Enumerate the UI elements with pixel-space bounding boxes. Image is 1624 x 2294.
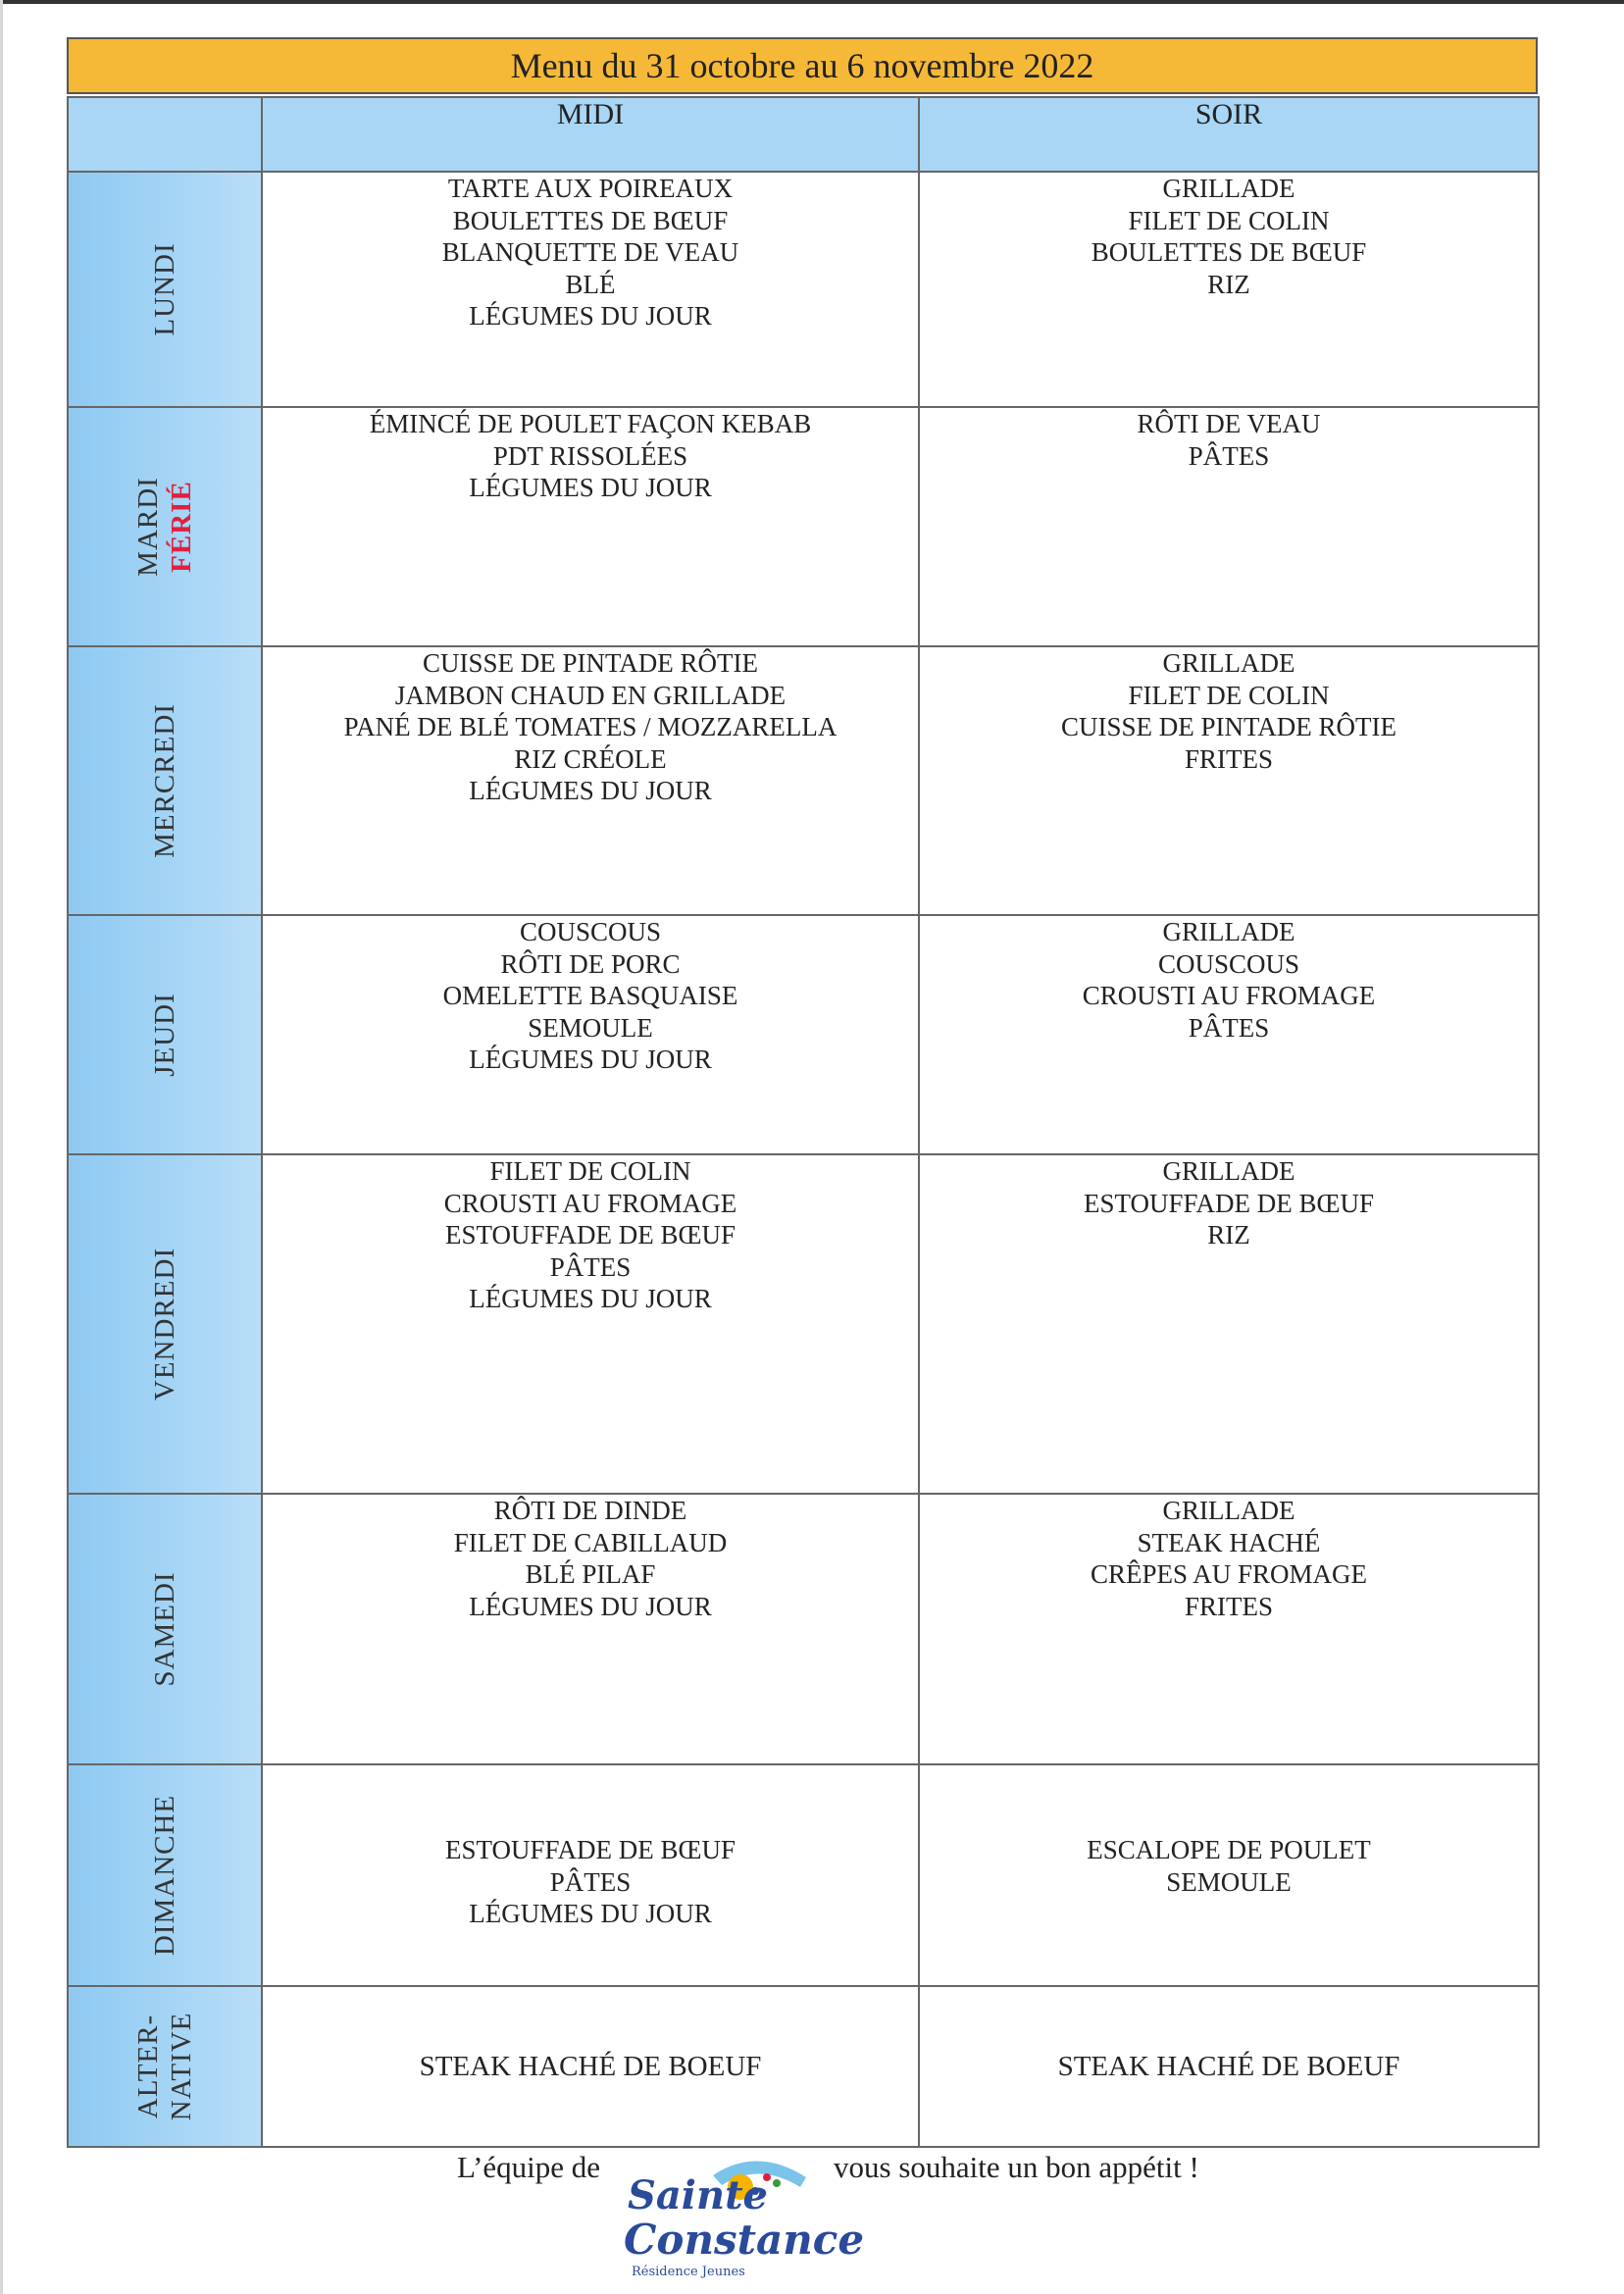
day-label: MARDI FÉRIÉ <box>132 477 197 577</box>
dish: ESTOUFFADE DE BŒUF <box>444 1220 736 1249</box>
dish: STEAK HACHÉ DE BOEUF <box>419 2050 762 2082</box>
dish: PÂTES <box>1188 1012 1270 1043</box>
dish: FILET DE COLIN <box>1128 680 1330 710</box>
dish: FILET DE COLIN <box>1128 205 1330 235</box>
dish: RIZ <box>1207 269 1250 299</box>
dish: CROUSTI AU FROMAGE <box>443 1188 737 1218</box>
dish: SEMOULE <box>528 1012 653 1043</box>
dish: STEAK HACHÉ <box>1137 1527 1321 1557</box>
menu-sheet <box>67 37 1538 2148</box>
dish: CROUSTI AU FROMAGE <box>1082 981 1376 1010</box>
day-row-lundi <box>68 172 1539 407</box>
column-header-midi: MIDI <box>262 97 919 172</box>
day-label: DIMANCHE <box>149 1794 180 1957</box>
day-cell <box>68 407 262 646</box>
dish: PANÉ DE BLÉ TOMATES / MOZZARELLA <box>343 712 837 741</box>
column-header-soir: SOIR <box>919 97 1539 172</box>
midi-cell <box>262 1494 919 1764</box>
dish: LÉGUMES DU JOUR <box>469 301 712 331</box>
day-label: LUNDI <box>149 242 180 336</box>
day-label: JEUDI <box>149 993 180 1077</box>
day-row-mardi <box>68 407 1539 646</box>
scan-left-edge <box>0 0 3 2294</box>
dish: FRITES <box>1184 743 1274 774</box>
dish: ESTOUFFADE DE BŒUF <box>444 1835 736 1864</box>
dish: PÂTES <box>549 1866 632 1897</box>
soir-cell <box>919 1764 1539 1986</box>
midi-cell <box>262 407 919 646</box>
menu-table <box>67 96 1540 2148</box>
day-row-dimanche <box>68 1764 1539 1986</box>
alternative-row <box>68 1986 1539 2147</box>
dish: FRITES <box>1184 1591 1274 1621</box>
dish: LÉGUMES DU JOUR <box>469 473 712 502</box>
soir-cell <box>919 915 1539 1154</box>
dish: LÉGUMES DU JOUR <box>469 1045 712 1074</box>
day-cell <box>68 646 262 915</box>
dish: BOULETTES DE BŒUF <box>1091 237 1367 267</box>
dish: BLÉ <box>565 269 616 299</box>
dish: LÉGUMES DU JOUR <box>469 1284 712 1313</box>
midi-cell <box>262 172 919 407</box>
dish: RÔTI DE PORC <box>500 948 681 979</box>
day-cell <box>68 172 262 407</box>
dish: LÉGUMES DU JOUR <box>469 776 712 805</box>
dish: ESTOUFFADE DE BŒUF <box>1083 1188 1375 1218</box>
dish: FILET DE CABILLAUD <box>453 1527 728 1557</box>
dish: STEAK HACHÉ DE BOEUF <box>1057 2050 1400 2082</box>
logo-line-1: Sainte <box>628 2172 769 2218</box>
dish: RÔTI DE DINDE <box>493 1496 687 1525</box>
soir-cell <box>919 646 1539 915</box>
day-row-mercredi <box>68 646 1539 915</box>
midi-cell <box>262 1764 919 1986</box>
dish: PÂTES <box>1188 440 1270 471</box>
dish: CUISSE DE PINTADE RÔTIE <box>422 648 759 678</box>
dish: COUSCOUS <box>519 917 662 946</box>
footer-text-after: vous souhaite un bon appétit ! <box>834 2150 1199 2184</box>
dish: LÉGUMES DU JOUR <box>469 1899 712 1928</box>
day-row-samedi <box>68 1494 1539 1764</box>
dish: CRÊPES AU FROMAGE <box>1090 1559 1368 1589</box>
midi-cell <box>262 1154 919 1494</box>
day-label: SAMEDI <box>149 1571 180 1687</box>
day-row-vendredi <box>68 1154 1539 1494</box>
day-label: VENDREDI <box>149 1247 180 1402</box>
dish: RÔTI DE VEAU <box>1137 409 1321 438</box>
sainte-constance-logo <box>620 2148 865 2285</box>
dish: RIZ CRÉOLE <box>514 743 667 774</box>
scan-top-edge <box>0 0 1624 4</box>
dish: BLANQUETTE DE VEAU <box>441 237 739 267</box>
soir-cell <box>919 1154 1539 1494</box>
dish: LÉGUMES DU JOUR <box>469 1591 712 1621</box>
dish: PDT RISSOLÉES <box>492 440 688 471</box>
menu-title: Menu du 31 octobre au 6 novembre 2022 <box>67 37 1538 94</box>
dish: PÂTES <box>549 1251 632 1282</box>
dish: GRILLADE <box>1162 1156 1295 1186</box>
header-row <box>68 97 1539 172</box>
midi-cell <box>262 1986 919 2147</box>
day-cell <box>68 1154 262 1494</box>
dish: ÉMINCÉ DE POULET FAÇON KEBAB <box>369 409 812 438</box>
footer-text-before: L’équipe de <box>457 2150 601 2184</box>
footer <box>0 2148 1624 2285</box>
midi-cell <box>262 646 919 915</box>
logo-person-icon <box>773 2179 781 2187</box>
day-cell <box>68 1986 262 2147</box>
dish: GRILLADE <box>1162 1496 1295 1525</box>
dish: BOULETTES DE BŒUF <box>452 205 729 235</box>
logo-line-2: Constance <box>624 2216 865 2264</box>
dish: GRILLADE <box>1162 917 1295 946</box>
dish: TARTE AUX POIREAUX <box>447 174 734 203</box>
day-row-jeudi <box>68 915 1539 1154</box>
dish: COUSCOUS <box>1157 948 1300 979</box>
soir-cell <box>919 1494 1539 1764</box>
day-label: ALTER- NATIVE <box>132 2012 197 2121</box>
soir-cell <box>919 172 1539 407</box>
day-cell <box>68 915 262 1154</box>
dish: GRILLADE <box>1162 648 1295 678</box>
dish: JAMBON CHAUD EN GRILLADE <box>394 680 787 710</box>
holiday-badge: FÉRIÉ <box>166 481 197 573</box>
day-cell <box>68 1764 262 1986</box>
dish: GRILLADE <box>1162 174 1295 203</box>
dish: CUISSE DE PINTADE RÔTIE <box>1060 712 1397 741</box>
soir-cell <box>919 407 1539 646</box>
dish: SEMOULE <box>1166 1866 1292 1897</box>
dish: BLÉ PILAF <box>525 1559 656 1589</box>
header-corner <box>68 97 262 172</box>
dish: RIZ <box>1207 1220 1250 1249</box>
day-label: MERCREDI <box>149 703 180 858</box>
dish: OMELETTE BASQUAISE <box>442 981 738 1010</box>
dish: FILET DE COLIN <box>489 1156 691 1186</box>
logo-subtitle: Résidence Jeunes <box>632 2265 745 2279</box>
day-cell <box>68 1494 262 1764</box>
soir-cell <box>919 1986 1539 2147</box>
dish: ESCALOPE DE POULET <box>1087 1835 1371 1864</box>
midi-cell <box>262 915 919 1154</box>
